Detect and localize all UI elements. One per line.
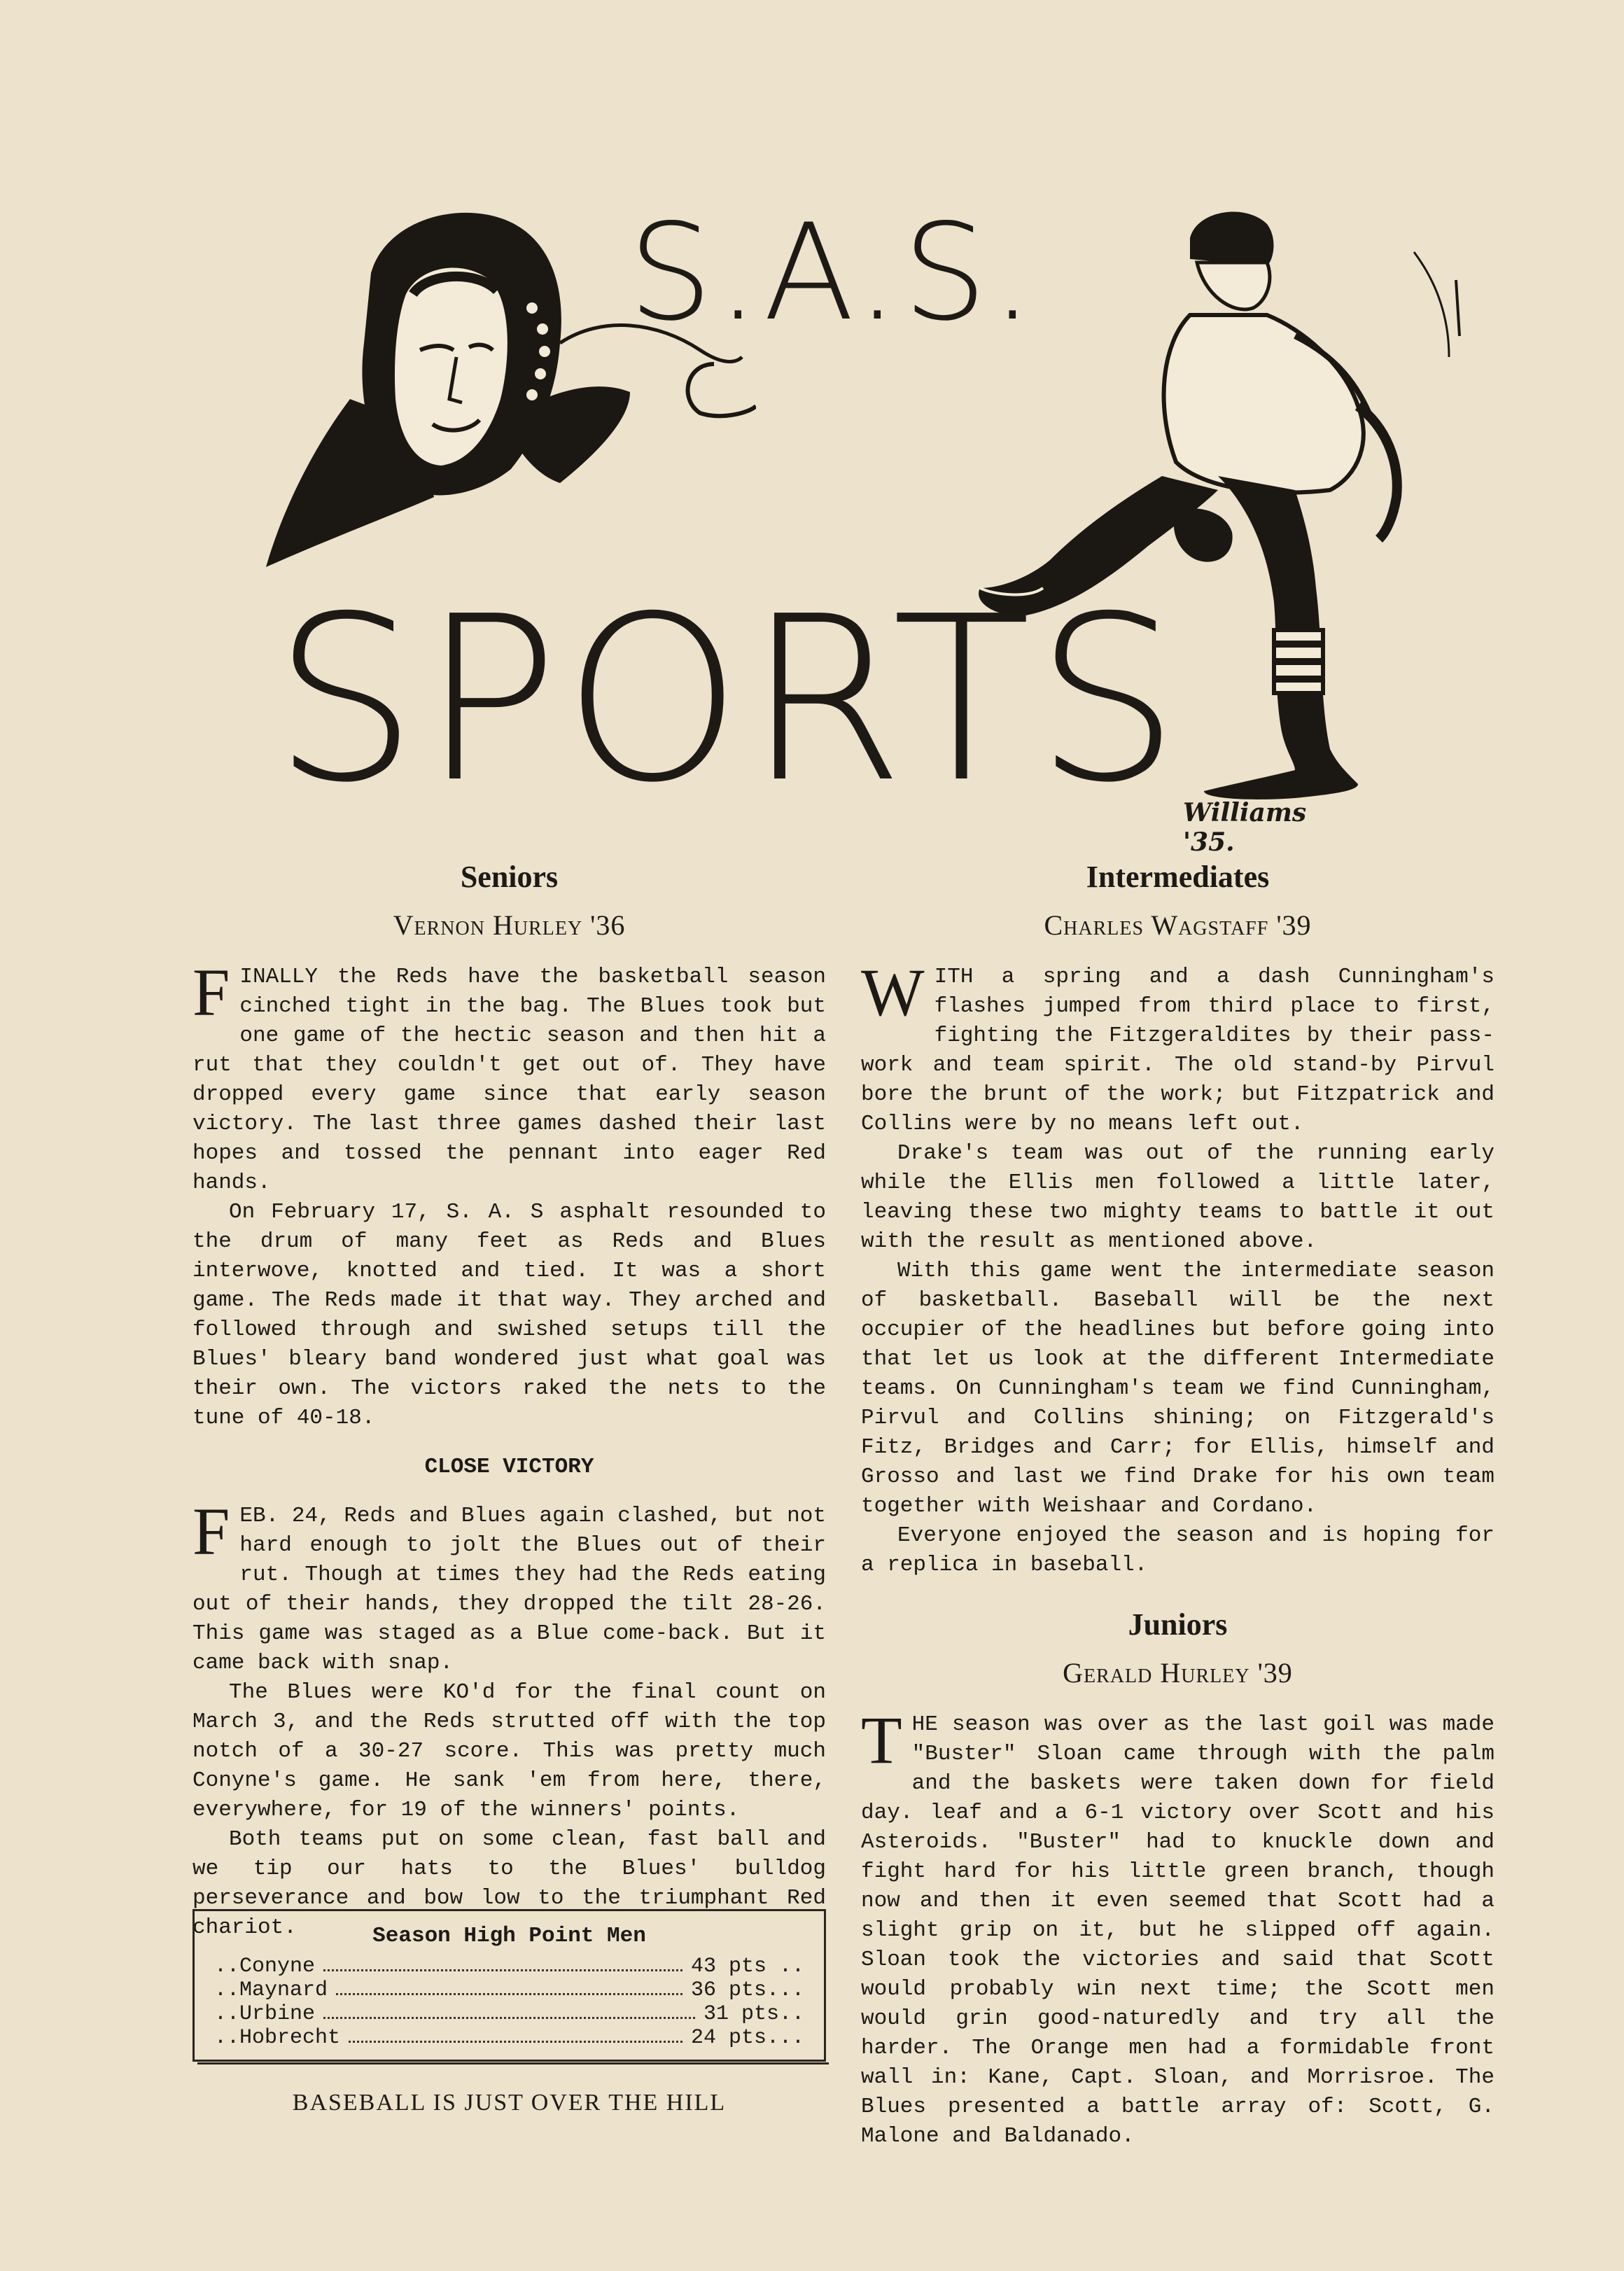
- artist-signature: Williams '35.: [1183, 798, 1307, 857]
- stats-title: Season High Point Men: [372, 1924, 646, 1948]
- stats-row: ..Hobrecht 24 pts...: [214, 2026, 804, 2050]
- masthead-title-small: S.A.S.: [628, 195, 1038, 350]
- stats-row: ..Maynard 36 pts...: [214, 1978, 804, 2002]
- seniors-paragraph-3: FEB. 24, Reds and Blues again clashed, but not hard enough to jolt the Blues out of their rut. Though at times they had the Reds eating out of their hands, they dropped the tilt 28-26. This game was staged as a Blue come-back. But it came back with snap.: [192, 1494, 826, 1675]
- intermediates-paragraph-4: Everyone enjoyed the season and is hoping for a replica in baseball.: [861, 1523, 1494, 1577]
- high-point-men-box: [192, 1909, 826, 2062]
- seniors-column: [192, 858, 826, 1943]
- drop-cap: F: [192, 1494, 230, 1569]
- stats-row: ..Urbine 31 pts..: [214, 2002, 804, 2026]
- juniors-paragraph-1: THE season was over as the last goil was made "Buster" Sloan came through with the palm and the baskets were taken down for field day. leaf and a 6-1 victory over Scott and his Asteroids. "Buster" had to knuckle down and fight hard for his little green branch, though now and then it even seemed that Scott had a slight grip on it, but he slipped off again. Sloan took the victories and said that Scott would probably win next time; the Scott men would grin good-naturedly and try all the harder. The Orange men had a formidable front wall in: Kane, Capt. Sloan, and Morrisroe. The Blues presented a battle array of: Scott, G. Malone and Baldanado.: [861, 1703, 1494, 2148]
- masthead: [266, 175, 1470, 857]
- close-victory-subhead: CLOSE VICTORY: [424, 1455, 594, 1479]
- footer-line: BASEBALL IS JUST OVER THE HILL: [292, 2090, 727, 2116]
- seniors-paragraph-1: FINALLY the Reds have the basketball season cinched tight in the bag. The Blues took but one game of the hectic season and then hit a rut that they couldn't get out of. They have dropped every game since that early season victory. The last three games dashed their last hopes and tossed the pennant into eager Red hands.: [192, 955, 826, 1195]
- seniors-heading: Seniors: [460, 860, 559, 894]
- seniors-paragraph-2: On February 17, S. A. S asphalt resounded to the drum of many feet as Reds and Blues interwove, knotted and tied. It was a short game. The Reds made it that way. They arched and followed through and swished setups till the Blues' bleary band wondered just what goal was their own. The victors raked the nets to the tune of 40-18.: [192, 1200, 826, 1430]
- right-column: [861, 858, 1494, 2151]
- drop-cap: T: [861, 1703, 902, 1777]
- intermediates-heading: Intermediates: [1086, 860, 1270, 894]
- masthead-title-big: SPORTS: [273, 567, 1184, 832]
- drop-cap: F: [192, 955, 230, 1030]
- intermediates-paragraph-2: Drake's team was out of the running early while the Ellis men followed a little later, leaving these two mighty teams to battle it out with the result as mentioned above.: [861, 1141, 1494, 1254]
- seniors-paragraph-4: The Blues were KO'd for the final count on March 3, and the Reds strutted off with the top notch of a 30-27 score. This was pretty much Conyne's game. He sank 'em from here, there, everywhere, for 19 of the winners' points.: [192, 1680, 826, 1822]
- intermediates-paragraph-3: With this game went the intermediate season of basketball. Baseball will be the next occupier of the headlines but before going into that let us look at the different Intermediate teams. On Cunningham's team we find Cunningham, Pirvul and Collins shining; on Fitzgerald's Fitz, Bridges and Carr; for Ellis, himself and Grosso and last we find Drake for his own team together with Weishaar and Cordano.: [861, 1259, 1494, 1518]
- juniors-byline: Gerald Hurley '39: [1063, 1657, 1293, 1689]
- seniors-paragraph-5: Both teams put on some clean, fast ball and we tip our hats to the Blues' bulldog perseverance and bow low to the triumphant Red chariot.: [192, 1827, 826, 1940]
- intermediates-byline: Charles Wagstaff '39: [1044, 909, 1312, 941]
- seniors-byline: Vernon Hurley '36: [393, 909, 626, 941]
- stats-row: ..Conyne 43 pts ..: [214, 1955, 804, 1978]
- intermediates-paragraph-1: WITH a spring and a dash Cunningham's flashes jumped from third place to first, fighting the Fitzgeraldites by their pass-work and team spirit. The old stand-by Pirvul bore the brunt of the work; but Fitzpatrick and Collins were by no means left out.: [861, 955, 1494, 1136]
- drop-cap: W: [861, 955, 925, 1030]
- juniors-heading: Juniors: [1128, 1607, 1228, 1642]
